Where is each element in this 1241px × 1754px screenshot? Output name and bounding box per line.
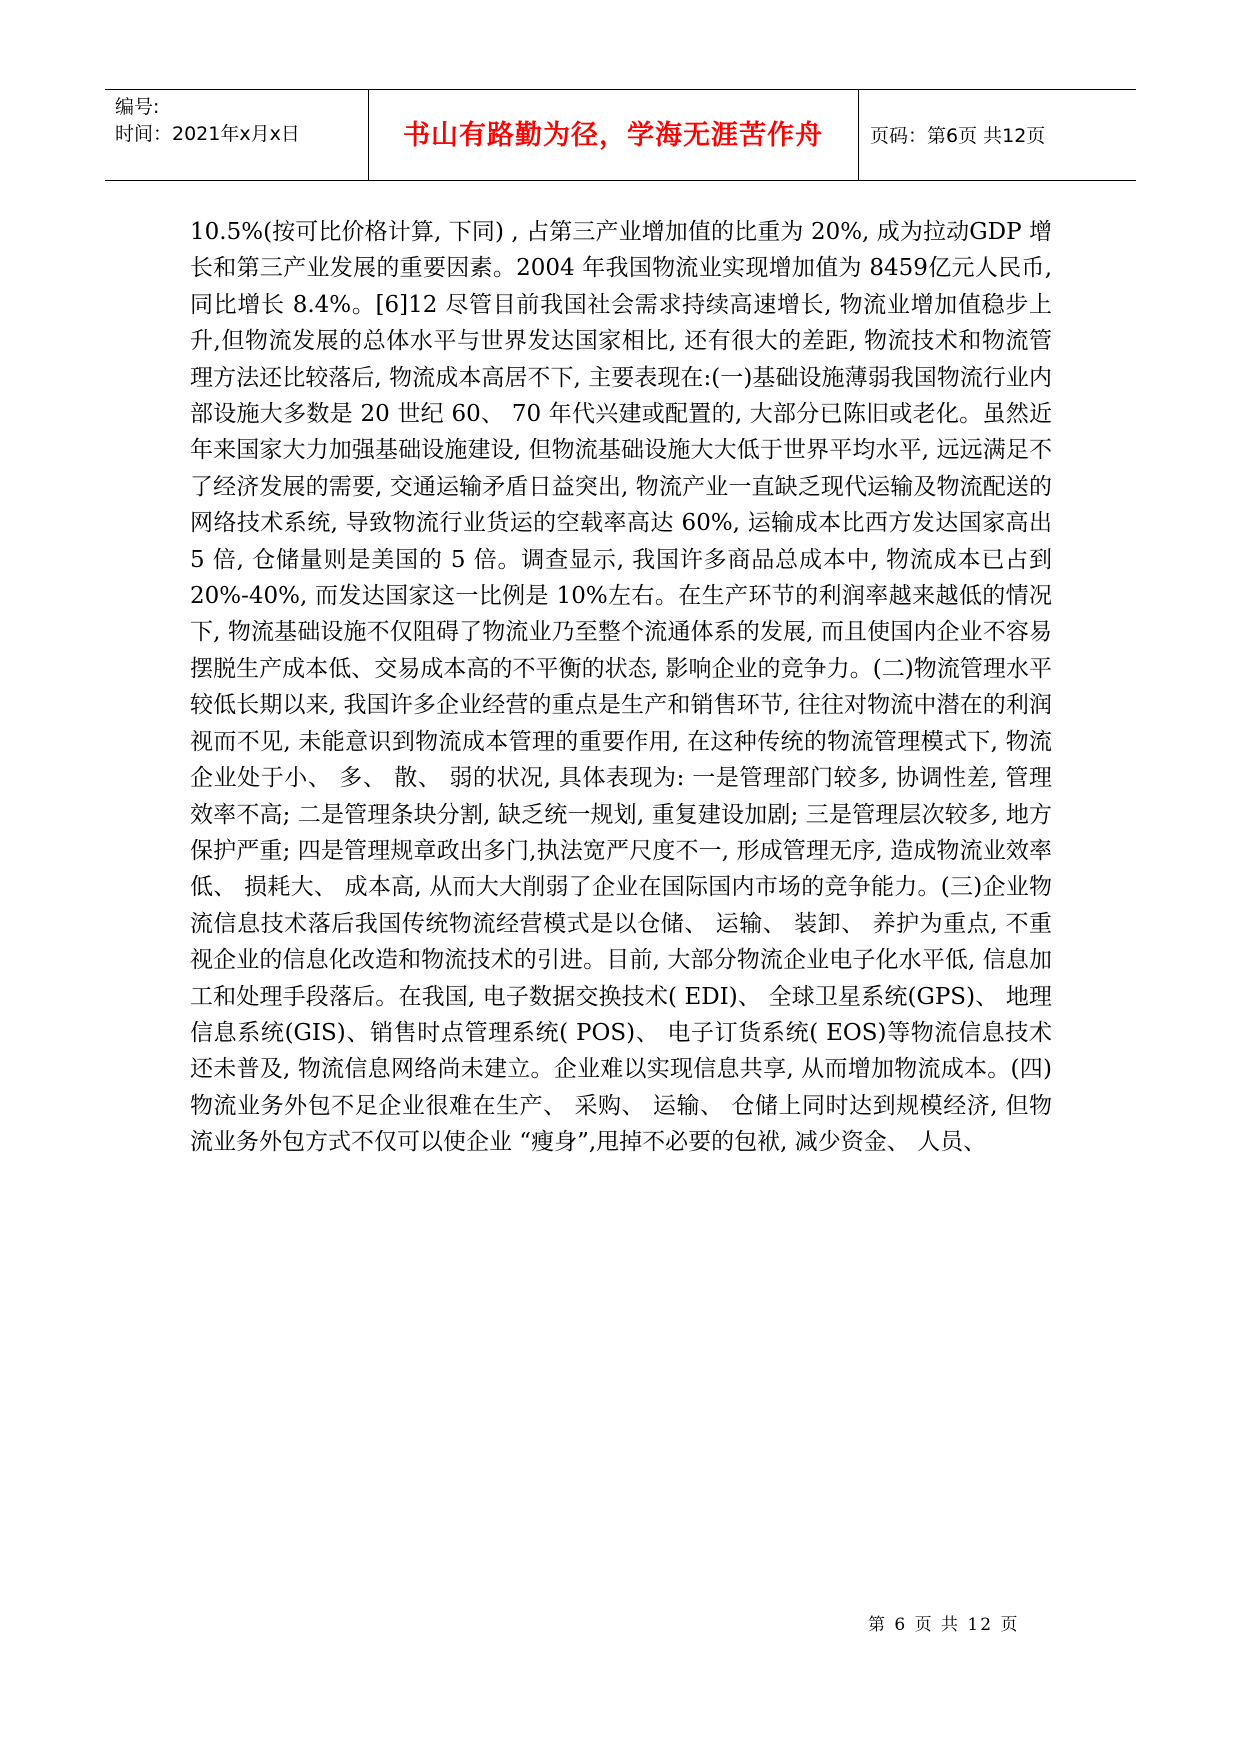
page-header <box>105 89 1136 181</box>
document-time-label: 时间：2021年x月x日 <box>115 123 300 145</box>
header-meta <box>115 94 300 148</box>
body-paragraph: 10.5%(按可比价格计算, 下同) , 占第三产业增加值的比重为 20%, 成为拉动GDP 增长和第三产业发展的重要因素。2004 年我国物流业实现增加值为 8459亿元人民币, 同比增长 8.4%。[6]12 尽管目前我国社会需求持续高速增长, 物流业增加值稳步上升,但物流发展的总体水平与世界发达国家相比, 还有很大的差距, 物流技术和物流管理方法还比较落后, 物流成本高居不下, 主要表现在:(一)基础设施薄弱我国物流行业内部设施大多数是 20 世纪 60、 70 年代兴建或配置的, 大部分已陈旧或老化。虽然近年来国家大力加强基础设施建设, 但物流基础设施大大低于世界平均水平, 远远满足不了经济发展的需要, 交通运输矛盾日益突出, 物流产业一直缺乏现代运输及物流配送的网络技术系统, 导致物流行业货运的空载率高达 60%, 运输成本比西方发达国家高出 5 倍, 仓储量则是美国的 5 倍。调查显示, 我国许多商品总成本中, 物流成本已占到 20%-40%, 而发达国家这一比例是 10%左右。在生产环节的利润率越来越低的情况下, 物流基础设施不仅阻碍了物流业乃至整个流通体系的发展, 而且使国内企业不容易摆脱生产成本低、交易成本高的不平衡的状态, 影响企业的竞争力。(二)物流管理水平较低长期以来, 我国许多企业经营的重点是生产和销售环节, 往往对物流中潜在的利润视而不见, 未能意识到物流成本管理的重要作用, 在这种传统的物流管理模式下, 物流企业处于小、 多、 散、 弱的状况, 具体表现为: 一是管理部门较多, 协调性差, 管理效率不高; 二是管理条块分割, 缺乏统一规划, 重复建设加剧; 三是管理层次较多, 地方保护严重; 四是管理规章政出多门,执法宽严尺度不一, 形成管理无序, 造成物流业效率低、 损耗大、 成本高, 从而大大削弱了企业在国际国内市场的竞争能力。(三)企业物流信息技术落后我国传统物流经营模式是以仓储、 运输、 装卸、 养护为重点, 不重视企业的信息化改造和物流技术的引进。目前, 大部分物流企业电子化水平低, 信息加工和处理手段落后。在我国, 电子数据交换技术( EDI)、 全球卫星系统(GPS)、 地理信息系统(GIS)、销售时点管理系统( POS)、 电子订货系统( EOS)等物流信息技术还未普及, 物流信息网络尚未建立。企业难以实现信息共享, 从而增加物流成本。(四)物流业务外包不足企业很难在生产、 采购、 运输、 仓储上同时达到规模经济, 但物流业务外包方式不仅可以使企业 “瘦身”,甩掉不必要的包袱, 减少资金、 人员、 <box>190 219 1052 1156</box>
header-divider <box>858 90 859 180</box>
document-number-label: 编号: <box>115 96 160 118</box>
header-motto: 书山有路勤为径，学海无涯苦作舟 <box>403 120 823 151</box>
header-page-number: 页码：第6页 共12页 <box>870 125 1046 147</box>
footer-page-number: 第 6 页 共 12 页 <box>868 1615 1020 1635</box>
